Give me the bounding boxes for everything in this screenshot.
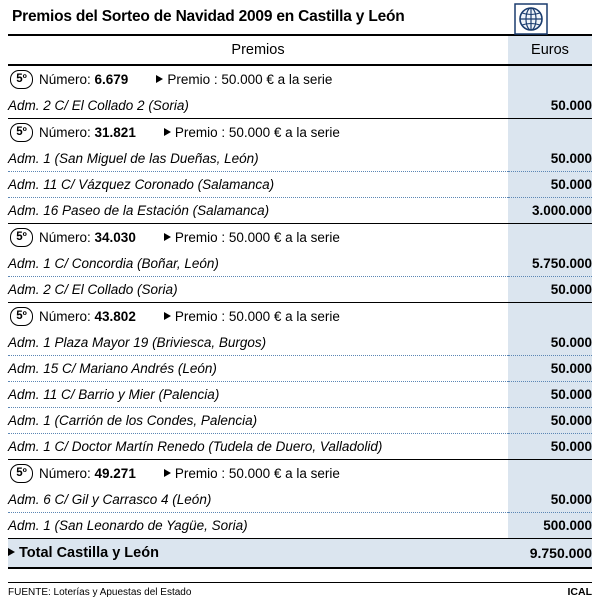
triangle-bullet-icon xyxy=(164,233,171,241)
amount-cell-empty xyxy=(508,119,592,147)
number-label: Número: 31.821 xyxy=(39,125,136,140)
administration-name: Adm. 6 C/ Gil y Carrasco 4 (León) xyxy=(8,487,508,513)
amount-cell: 50.000 xyxy=(508,487,592,513)
header xyxy=(8,0,592,34)
total-row xyxy=(8,539,592,569)
prizes-table xyxy=(8,36,592,569)
amount-cell: 50.000 xyxy=(508,146,592,172)
administration-name: Adm. 11 C/ Vázquez Coronado (Salamanca) xyxy=(8,172,508,198)
prize-category-badge: 5º xyxy=(10,307,33,326)
administration-name: Adm. 2 C/ El Collado 2 (Soria) xyxy=(8,98,189,113)
prize-amount-text: Premio : 50.000 € a la serie xyxy=(156,72,332,87)
table-row xyxy=(8,172,592,198)
table-header-row xyxy=(8,36,592,65)
winning-number: 49.271 xyxy=(94,466,136,481)
prize-category-badge: 5º xyxy=(10,70,33,89)
amount-cell: 50.000 xyxy=(508,93,592,119)
administration-name: Adm. 1 (Carrión de los Condes, Palencia) xyxy=(8,408,508,434)
amount-cell: 50.000 xyxy=(508,408,592,434)
winning-number: 6.679 xyxy=(94,72,129,87)
administration-name: Adm. 1 C/ Concordia (Boñar, León) xyxy=(8,251,508,277)
table-row xyxy=(8,434,592,460)
group-header-row xyxy=(8,460,592,488)
triangle-bullet-icon xyxy=(8,548,15,556)
administration-name: Adm. 16 Paseo de la Estación (Salamanca) xyxy=(8,203,270,218)
column-header-premios: Premios xyxy=(8,36,508,65)
table-row xyxy=(8,356,592,382)
amount-cell: 5.750.000 xyxy=(508,251,592,277)
table-row xyxy=(8,487,592,513)
amount-cell: 3.000.000 xyxy=(508,198,592,224)
triangle-bullet-icon xyxy=(156,75,163,83)
group-header-row xyxy=(8,224,592,252)
triangle-bullet-icon xyxy=(164,312,171,320)
prize-amount-text: Premio : 50.000 € a la serie xyxy=(164,230,340,245)
total-label: Total Castilla y León xyxy=(8,539,508,569)
amount-cell: 50.000 xyxy=(508,277,592,303)
number-label: Número: 6.679 xyxy=(39,72,129,87)
amount-cell-empty xyxy=(508,460,592,488)
number-label: Número: 49.271 xyxy=(39,466,136,481)
table-row xyxy=(8,408,592,434)
administration-name: Adm. 1 (San Leonardo de Yagüe, Soria) xyxy=(8,518,248,533)
prize-category-badge: 5º xyxy=(10,228,33,247)
administration-name: Adm. 1 Plaza Mayor 19 (Briviesca, Burgos) xyxy=(8,330,508,356)
amount-cell: 50.000 xyxy=(508,356,592,382)
group-header-row xyxy=(8,65,592,93)
agency-logo-text: ICAL xyxy=(567,586,592,598)
winning-number: 43.802 xyxy=(94,309,136,324)
amount-cell: 500.000 xyxy=(508,513,592,539)
triangle-bullet-icon xyxy=(164,469,171,477)
prize-category-badge: 5º xyxy=(10,464,33,483)
administration-name: Adm. 1 (San Miguel de las Dueñas, León) xyxy=(8,146,508,172)
number-label: Número: 34.030 xyxy=(39,230,136,245)
amount-cell-empty xyxy=(508,303,592,331)
table-row xyxy=(8,198,592,224)
group-header-row xyxy=(8,303,592,331)
prize-amount-text: Premio : 50.000 € a la serie xyxy=(164,309,340,324)
amount-cell-empty xyxy=(508,65,592,93)
prize-amount-text: Premio : 50.000 € a la serie xyxy=(164,125,340,140)
column-header-euros: Euros xyxy=(508,36,592,65)
group-header-row xyxy=(8,119,592,147)
table-row xyxy=(8,382,592,408)
amount-cell: 50.000 xyxy=(508,434,592,460)
table-row xyxy=(8,330,592,356)
amount-cell: 50.000 xyxy=(508,172,592,198)
amount-cell: 50.000 xyxy=(508,330,592,356)
page-title: Premios del Sorteo de Navidad 2009 en Castilla y León xyxy=(12,8,405,25)
number-label: Número: 43.802 xyxy=(39,309,136,324)
administration-name: Adm. 11 C/ Barrio y Mier (Palencia) xyxy=(8,382,508,408)
source-text: FUENTE: Loterías y Apuestas del Estado xyxy=(8,586,192,598)
footer xyxy=(8,582,592,598)
administration-name: Adm. 1 C/ Doctor Martín Renedo (Tudela de Duero, Valladolid) xyxy=(8,439,383,454)
prize-category-badge: 5º xyxy=(10,123,33,142)
amount-cell-empty xyxy=(508,224,592,252)
winning-number: 31.821 xyxy=(94,125,136,140)
winning-number: 34.030 xyxy=(94,230,136,245)
administration-name: Adm. 15 C/ Mariano Andrés (León) xyxy=(8,356,508,382)
table-row xyxy=(8,146,592,172)
prize-amount-text: Premio : 50.000 € a la serie xyxy=(164,466,340,481)
table-row xyxy=(8,251,592,277)
administration-name: Adm. 2 C/ El Collado (Soria) xyxy=(8,282,178,297)
total-amount: 9.750.000 xyxy=(508,539,592,569)
globe-icon xyxy=(512,2,550,36)
table-row xyxy=(8,513,592,539)
table-row xyxy=(8,277,592,303)
amount-cell: 50.000 xyxy=(508,382,592,408)
triangle-bullet-icon xyxy=(164,128,171,136)
table-row xyxy=(8,93,592,119)
